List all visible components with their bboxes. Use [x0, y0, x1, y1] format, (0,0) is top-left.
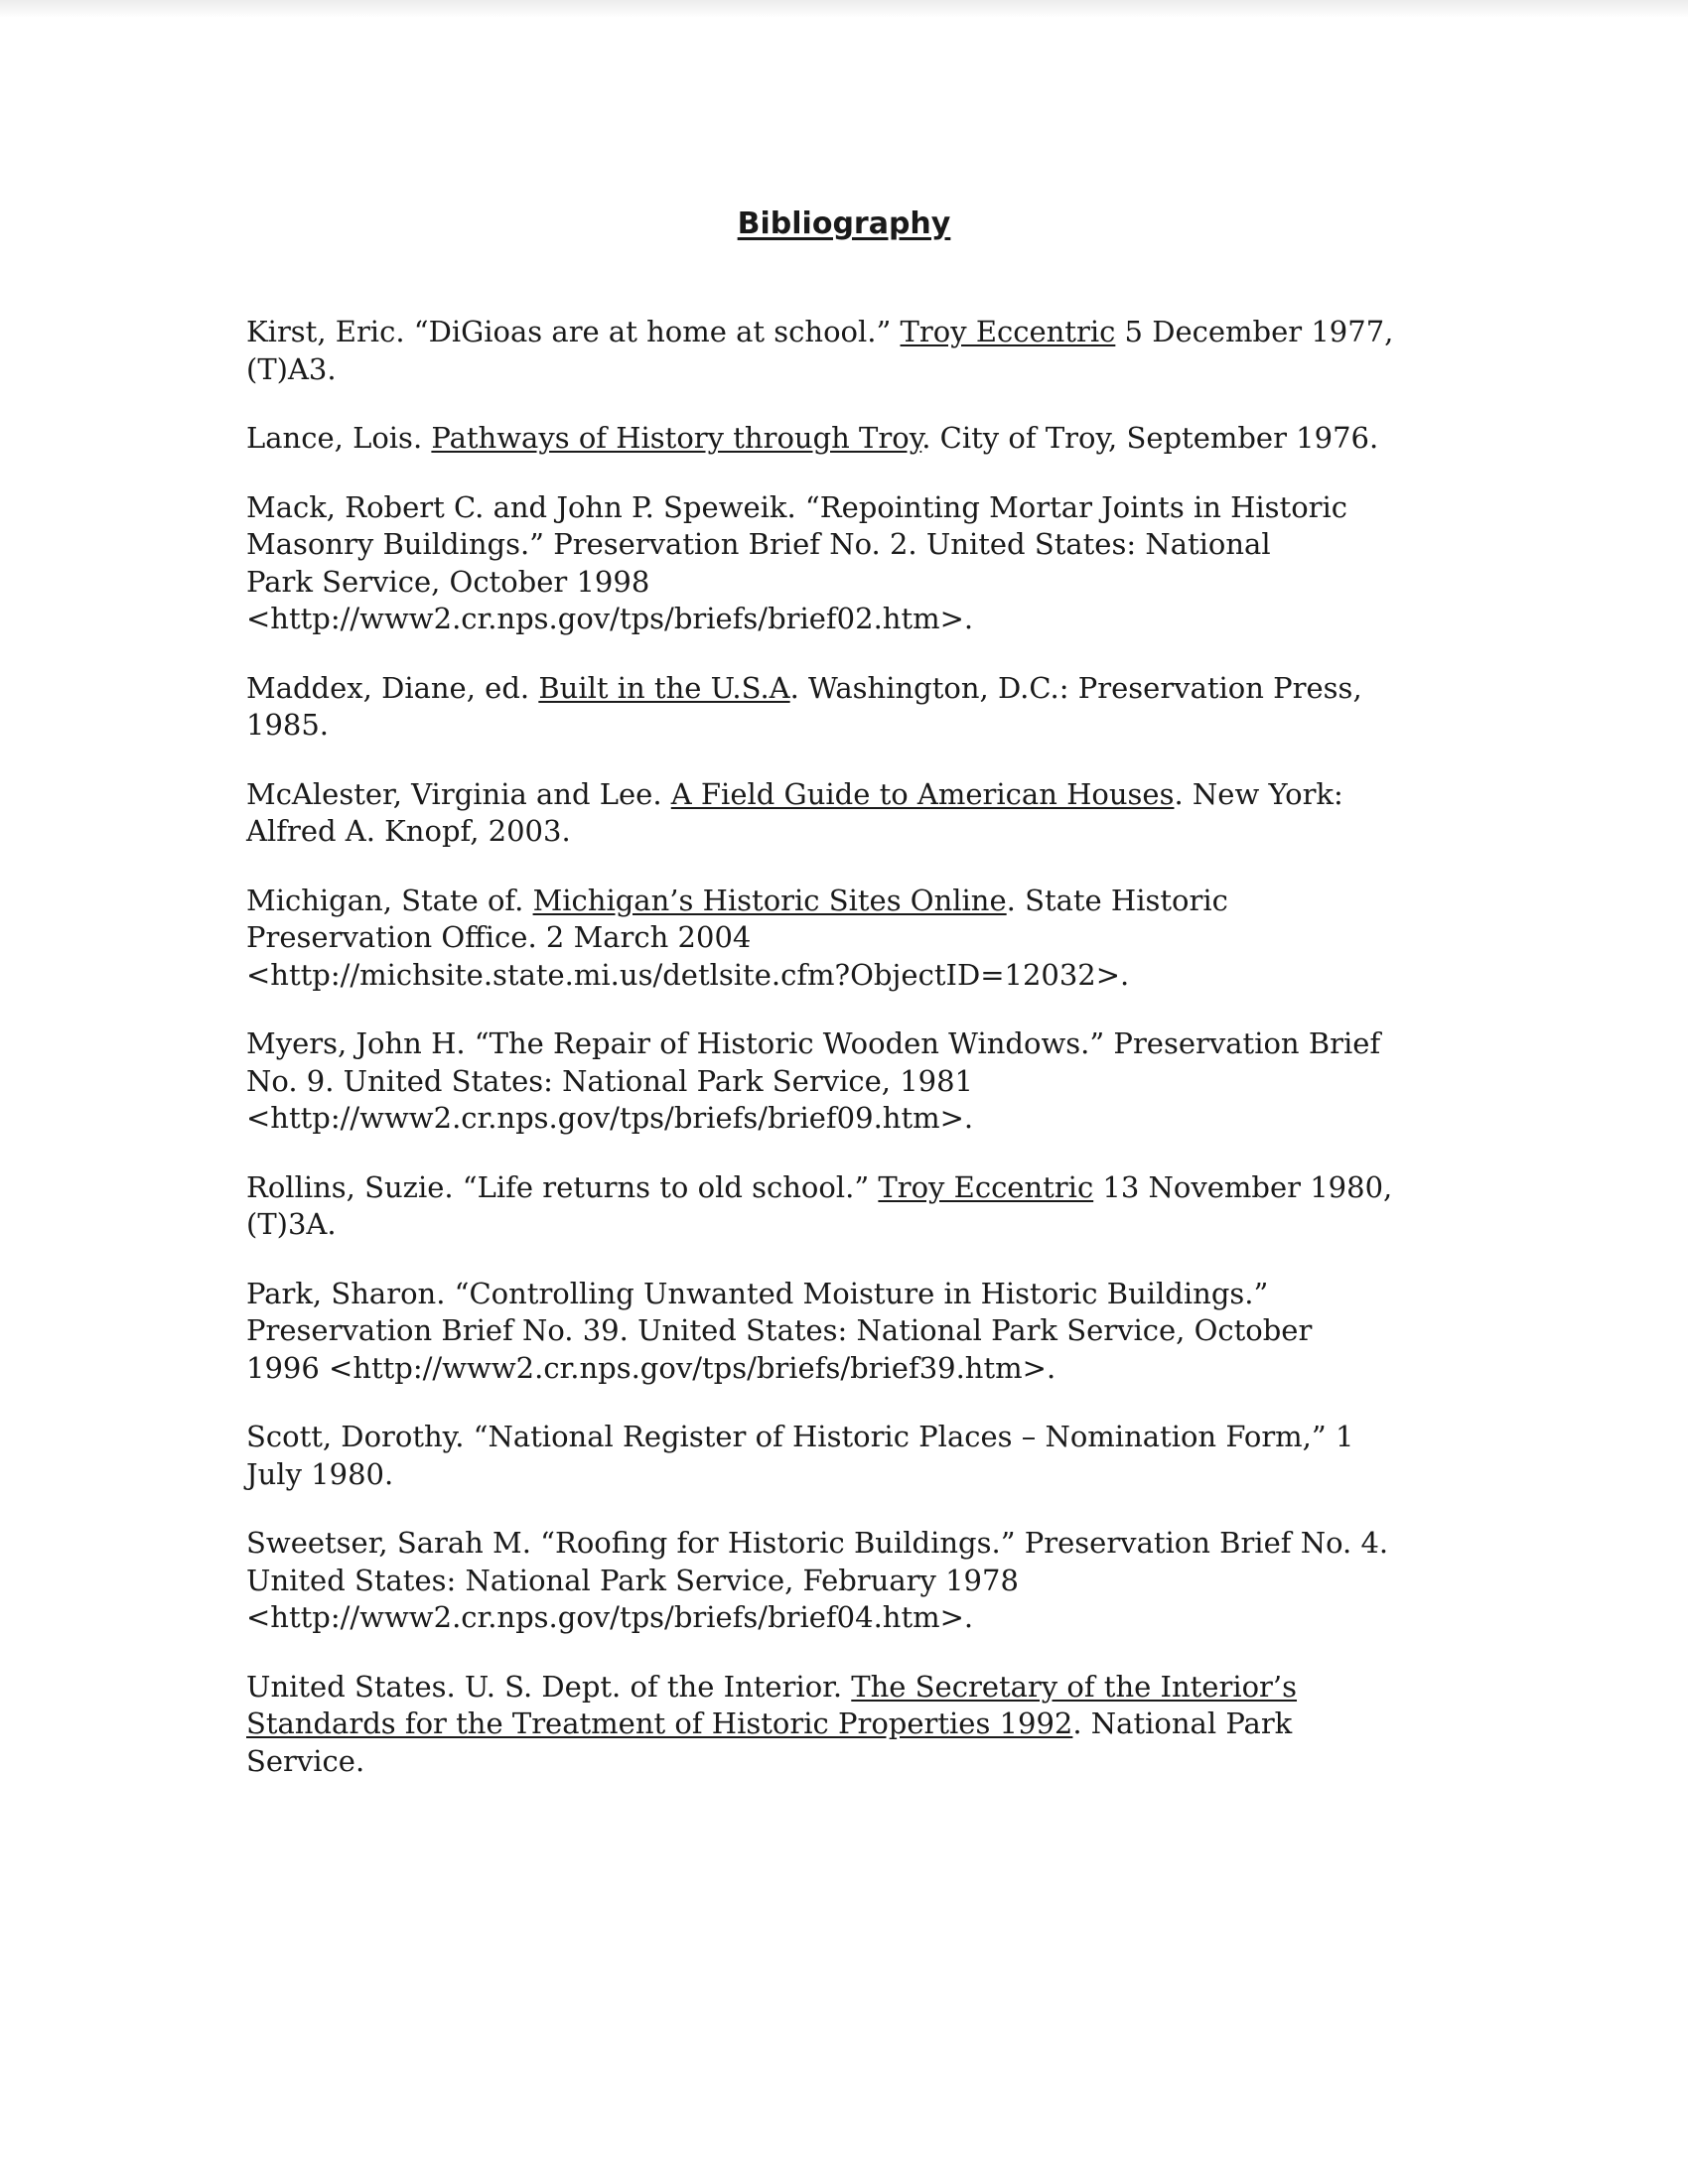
entry-title-underlined: A Field Guide to American Houses: [670, 776, 1175, 811]
bibliography-entry: [246, 883, 1458, 995]
entry-text: (T)A3.: [246, 351, 337, 386]
entry-line: [246, 707, 1458, 745]
entry-text: Park Service, October 1998: [246, 564, 650, 599]
entry-text: Alfred A. Knopf, 2003.: [246, 814, 571, 848]
entry-text: 5 December 1977,: [1115, 315, 1394, 348]
entry-title-underlined: Standards for the Treatment of Historic Properties 1992: [246, 1706, 1073, 1740]
entry-text: (T)3A.: [246, 1207, 337, 1241]
entry-title-underlined: Built in the U.S.A: [538, 670, 790, 705]
entry-text: Maddex, Diane, ed.: [246, 670, 539, 705]
entry-line: [246, 1563, 1458, 1600]
entry-line: [246, 957, 1458, 995]
entry-line: [246, 1706, 1458, 1743]
entry-text: Service.: [246, 1743, 365, 1778]
entry-text: United States: National Park Service, February 1978: [246, 1563, 1019, 1597]
entry-line: [246, 670, 1458, 708]
bibliography-entry: [246, 314, 1458, 388]
entry-text: McAlester, Virginia and Lee.: [246, 776, 671, 811]
entry-text: Michigan, State of.: [246, 883, 533, 917]
bibliography-entry: [246, 1276, 1458, 1388]
bibliography-entry: [246, 1669, 1458, 1781]
entry-text: Preservation Office. 2 March 2004: [246, 920, 752, 954]
entry-text: 1985.: [246, 708, 330, 742]
entry-title-underlined: Pathways of History through Troy: [431, 421, 922, 455]
bibliography-list: [246, 314, 1458, 1812]
entry-text: 1996 <http://www2.cr.nps.gov/tps/briefs/brief39.htm>.: [246, 1350, 1056, 1385]
entry-text: United States. U. S. Dept. of the Interior.: [246, 1669, 852, 1704]
entry-line: [246, 1169, 1458, 1207]
entry-text: . City of Troy, September 1976.: [921, 421, 1379, 455]
entry-text: Myers, John H. “The Repair of Historic Wooden Windows.” Preservation Brief: [246, 1026, 1381, 1060]
entry-line: [246, 351, 1458, 389]
entry-line: [246, 420, 1458, 458]
entry-text: 13 November 1980,: [1093, 1169, 1393, 1204]
entry-text: <http://michsite.state.mi.us/detlsite.cfm?ObjectID=12032>.: [246, 957, 1130, 992]
entry-line: [246, 1063, 1458, 1101]
entry-text: Lance, Lois.: [246, 421, 432, 455]
entry-line: [246, 1206, 1458, 1244]
bibliography-entry: [246, 776, 1458, 851]
entry-title-underlined: Michigan’s Historic Sites Online: [532, 883, 1007, 917]
entry-line: [246, 1525, 1458, 1563]
entry-text: No. 9. United States: National Park Service, 1981: [246, 1063, 973, 1098]
entry-text: . State Historic: [1006, 883, 1228, 917]
entry-line: [246, 1025, 1458, 1063]
entry-line: [246, 776, 1458, 814]
entry-line: [246, 1419, 1458, 1456]
scan-edge-shadow: [0, 0, 1688, 18]
entry-text: . Washington, D.C.: Preservation Press,: [789, 670, 1362, 705]
entry-line: [246, 919, 1458, 957]
entry-line: [246, 1276, 1458, 1313]
entry-text: Rollins, Suzie. “Life returns to old school.”: [246, 1169, 879, 1204]
entry-line: [246, 601, 1458, 638]
bibliography-entry: [246, 1025, 1458, 1138]
entry-title-underlined: Troy Eccentric: [878, 1169, 1094, 1204]
entry-line: [246, 1456, 1458, 1494]
bibliography-entry: [246, 489, 1458, 638]
entry-line: [246, 1312, 1458, 1350]
bibliography-entry: [246, 1525, 1458, 1637]
entry-text: Kirst, Eric. “DiGioas are at home at school.”: [246, 315, 901, 348]
entry-line: [246, 1350, 1458, 1388]
entry-line: [246, 526, 1458, 564]
entry-line: [246, 1100, 1458, 1138]
entry-line: [246, 314, 1458, 351]
entry-text: <http://www2.cr.nps.gov/tps/briefs/brief09.htm>.: [246, 1101, 974, 1135]
entry-text: July 1980.: [246, 1456, 394, 1491]
entry-text: <http://www2.cr.nps.gov/tps/briefs/brief04.htm>.: [246, 1600, 974, 1634]
entry-text: Sweetser, Sarah M. “Roofing for Historic Buildings.” Preservation Brief No. 4.: [246, 1526, 1389, 1560]
entry-text: Preservation Brief No. 39. United States: National Park Service, October: [246, 1313, 1313, 1347]
entry-line: [246, 1599, 1458, 1637]
bibliography-entry: [246, 1169, 1458, 1244]
page-title: Bibliography: [737, 206, 951, 241]
entry-line: [246, 489, 1458, 527]
entry-text: Mack, Robert C. and John P. Speweik. “Repointing Mortar Joints in Historic: [246, 489, 1348, 524]
bibliography-entry: [246, 670, 1458, 745]
entry-line: [246, 813, 1458, 851]
entry-line: [246, 1743, 1458, 1781]
entry-text: Masonry Buildings.” Preservation Brief No. 2. United States: National: [246, 527, 1271, 561]
entry-text: . National Park: [1072, 1706, 1293, 1740]
entry-text: Scott, Dorothy. “National Register of Historic Places – Nomination Form,” 1: [246, 1420, 1354, 1453]
entry-title-underlined: The Secretary of the Interior’s: [851, 1669, 1298, 1704]
entry-text: . New York:: [1174, 776, 1343, 811]
bibliography-entry: [246, 420, 1458, 458]
bibliography-entry: [246, 1419, 1458, 1493]
entry-text: Park, Sharon. “Controlling Unwanted Moisture in Historic Buildings.”: [246, 1276, 1269, 1310]
entry-line: [246, 1669, 1458, 1706]
entry-text: <http://www2.cr.nps.gov/tps/briefs/brief02.htm>.: [246, 602, 974, 635]
entry-line: [246, 883, 1458, 920]
entry-line: [246, 564, 1458, 602]
entry-title-underlined: Troy Eccentric: [900, 315, 1116, 348]
